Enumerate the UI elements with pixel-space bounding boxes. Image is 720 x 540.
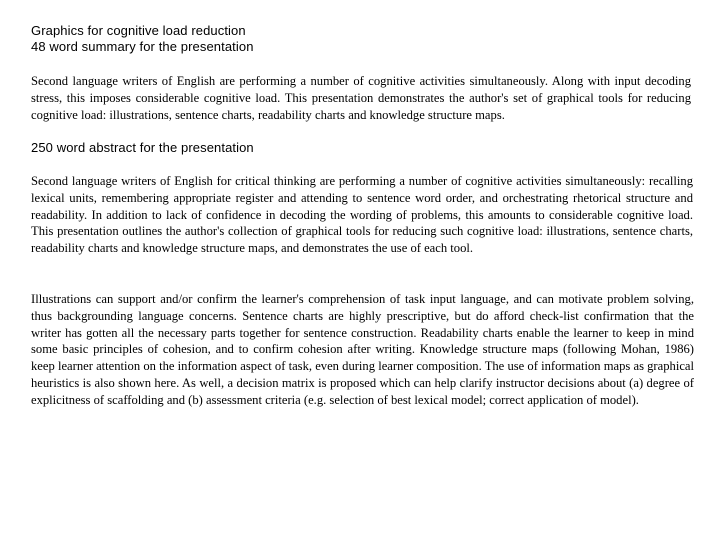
summary-heading: 48 word summary for the presentation: [31, 39, 254, 54]
page-title: Graphics for cognitive load reduction: [31, 23, 246, 38]
title-block: [31, 23, 631, 55]
abstract-paragraph-2: Illustrations can support and/or confirm the learner's comprehension of task input language, and can motivate problem solving, thus backgrounding language concerns. Sentence charts are highly prescriptive, but do afford check-list confirmation that the writer has gotten all the necessary parts together for sentence construction. Readability charts enable the learner to keep in mind some basic principles of cohesion, and to confirm cohesion after writing. Knowledge structure maps (following Mohan, 1986) keep learner attention on the information aspect of task, even during learner composition. The use of information maps as graphical heuristics is also shown here. As well, a decision matrix is proposed which can help clarify instructor decisions about (a) degree of explicitness of scaffolding and (b) assessment criteria (e.g. selection of best lexical model; correct application of model).: [31, 292, 694, 407]
summary-paragraph: Second language writers of English are performing a number of cognitive activities simultaneously. Along with input decoding stress, this imposes considerable cognitive load. This presentation demonstrates the author's set of graphical tools for reducing cognitive load: illustrations, sentence charts, readability charts and knowledge structure maps.: [31, 74, 691, 122]
abstract-heading: 250 word abstract for the presentation: [31, 140, 254, 155]
abstract-paragraph-1: Second language writers of English for critical thinking are performing a number of cognitive activities simultaneously: recalling lexical units, remembering appropriate register and attending to sentence word order, and orchestrating rhetorical structure and readability. In addition to lack of confidence in decoding the wording of problems, this amounts to considerable cognitive load. This presentation outlines the author's collection of graphical tools for reducing such cognitive load: illustrations, sentence charts, readability charts and knowledge structure maps, and demonstrates the use of each tool.: [31, 174, 693, 256]
